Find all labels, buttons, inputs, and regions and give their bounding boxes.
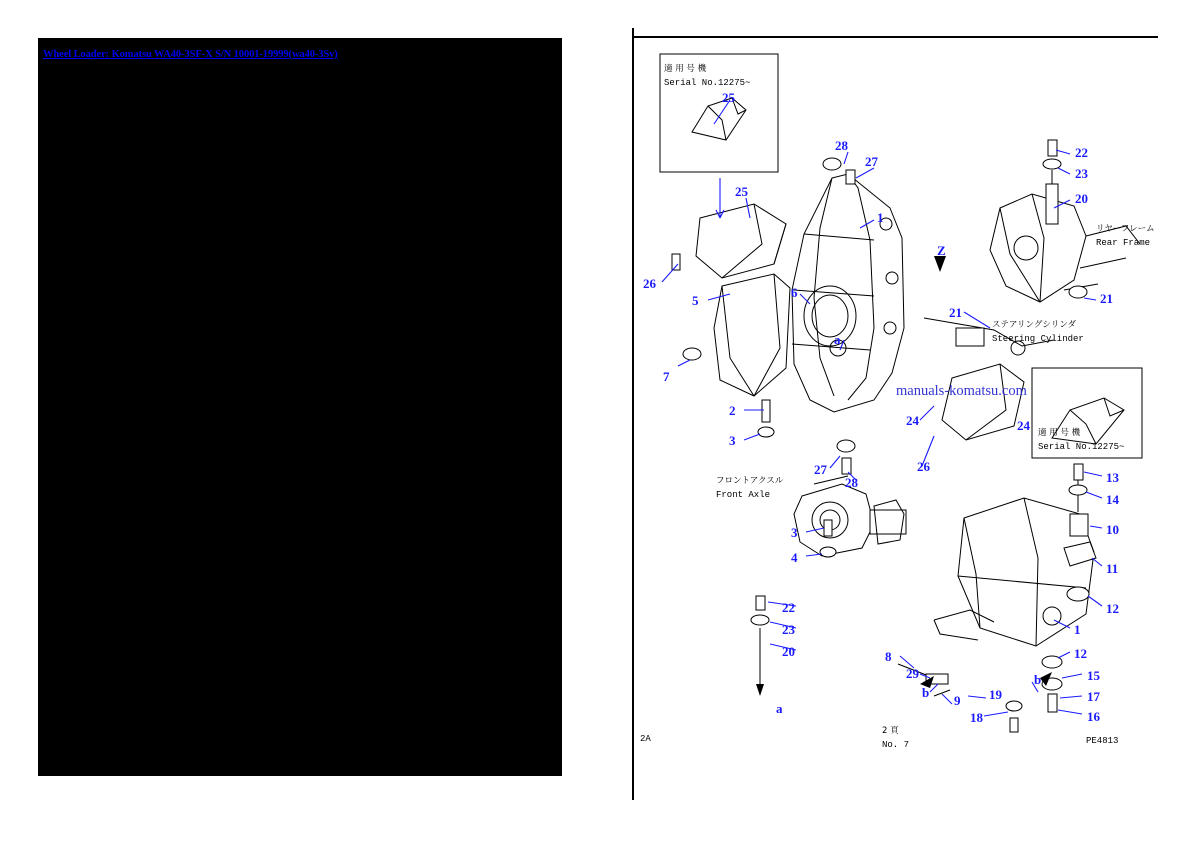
note-bottom-right-jp: 適 用 号 機 bbox=[1038, 428, 1081, 438]
callout-b: b bbox=[1034, 672, 1042, 687]
callout-26: 26 bbox=[917, 459, 930, 474]
callout-17: 17 bbox=[1087, 689, 1100, 704]
callout-25: 25 bbox=[722, 90, 735, 105]
callout-12: 12 bbox=[1106, 601, 1119, 616]
callout-3: 3 bbox=[729, 433, 736, 448]
steering-cylinder-label-jp: ステアリングシリンダ bbox=[992, 320, 1076, 330]
footer-page-left: 2A bbox=[640, 734, 651, 744]
callout-1: 1 bbox=[877, 210, 884, 225]
callout-22: 22 bbox=[1075, 145, 1088, 160]
callout-a: a bbox=[776, 701, 783, 716]
callout-25: 25 bbox=[735, 184, 748, 199]
callout-26: 26 bbox=[643, 276, 656, 291]
callout-28: 28 bbox=[835, 138, 848, 153]
callout-23: 23 bbox=[782, 622, 795, 637]
callout-10: 10 bbox=[1106, 522, 1119, 537]
callout-4: 4 bbox=[791, 550, 798, 565]
callout-28: 28 bbox=[845, 475, 858, 490]
front-axle-label-en: Front Axle bbox=[716, 490, 771, 500]
callout-15: 15 bbox=[1087, 668, 1100, 683]
callout-b: b bbox=[922, 685, 930, 700]
callout-12: 12 bbox=[1074, 646, 1087, 661]
callout-11: 11 bbox=[1106, 561, 1119, 576]
note-bottom-right-serial: Serial No.12275~ bbox=[1038, 442, 1125, 452]
callout-16: 16 bbox=[1087, 709, 1100, 724]
callout-18: 18 bbox=[970, 710, 983, 725]
callout-23: 23 bbox=[1075, 166, 1088, 181]
callout-29: 29 bbox=[906, 666, 919, 681]
front-axle-label-jp: フロントアクスル bbox=[716, 476, 784, 486]
callout-Z: Z bbox=[937, 243, 946, 258]
parts-diagram-drawing bbox=[634, 28, 1158, 800]
callout-21: 21 bbox=[949, 305, 962, 320]
callout-a: a bbox=[834, 332, 841, 347]
callout-7: 7 bbox=[663, 369, 670, 384]
note-top-left-serial: Serial No.12275~ bbox=[664, 78, 751, 88]
callout-6: 6 bbox=[791, 285, 798, 300]
callout-13: 13 bbox=[1106, 470, 1119, 485]
callout-3: 3 bbox=[791, 525, 798, 540]
callout-20: 20 bbox=[782, 644, 795, 659]
parts-diagram-panel bbox=[632, 28, 1158, 800]
callout-24: 24 bbox=[906, 413, 919, 428]
rear-frame-label-en: Rear Frame bbox=[1096, 238, 1151, 248]
callout-21: 21 bbox=[1100, 291, 1113, 306]
callout-24: 24 bbox=[1017, 418, 1030, 433]
callout-9: 9 bbox=[954, 693, 961, 708]
steering-cylinder-label-en: Steering Cylinder bbox=[992, 334, 1084, 344]
callout-27: 27 bbox=[814, 462, 827, 477]
callout-14: 14 bbox=[1106, 492, 1119, 507]
callout-19: 19 bbox=[989, 687, 1002, 702]
catalog-title-link[interactable]: Wheel Loader: Komatsu WA40-3SF-X S/N 10001-19999(wa40-3Sv) bbox=[43, 49, 338, 60]
callout-20: 20 bbox=[1075, 191, 1088, 206]
document-preview-panel bbox=[38, 38, 562, 776]
callout-5: 5 bbox=[692, 293, 699, 308]
callout-8: 8 bbox=[885, 649, 892, 664]
watermark-text: manuals-komatsu.com bbox=[896, 383, 1027, 399]
callout-27: 27 bbox=[865, 154, 878, 169]
footer-page-jp: 2 頁 bbox=[882, 726, 899, 736]
note-top-left-jp: 適 用 号 機 bbox=[664, 64, 707, 74]
footer-page-number: No. 7 bbox=[882, 740, 910, 750]
footer-drawing-number: PE4813 bbox=[1086, 736, 1119, 746]
rear-frame-label-jp: リヤーフレーム bbox=[1096, 224, 1155, 234]
callout-1: 1 bbox=[1074, 622, 1081, 637]
callout-2: 2 bbox=[729, 403, 736, 418]
callout-22: 22 bbox=[782, 600, 795, 615]
